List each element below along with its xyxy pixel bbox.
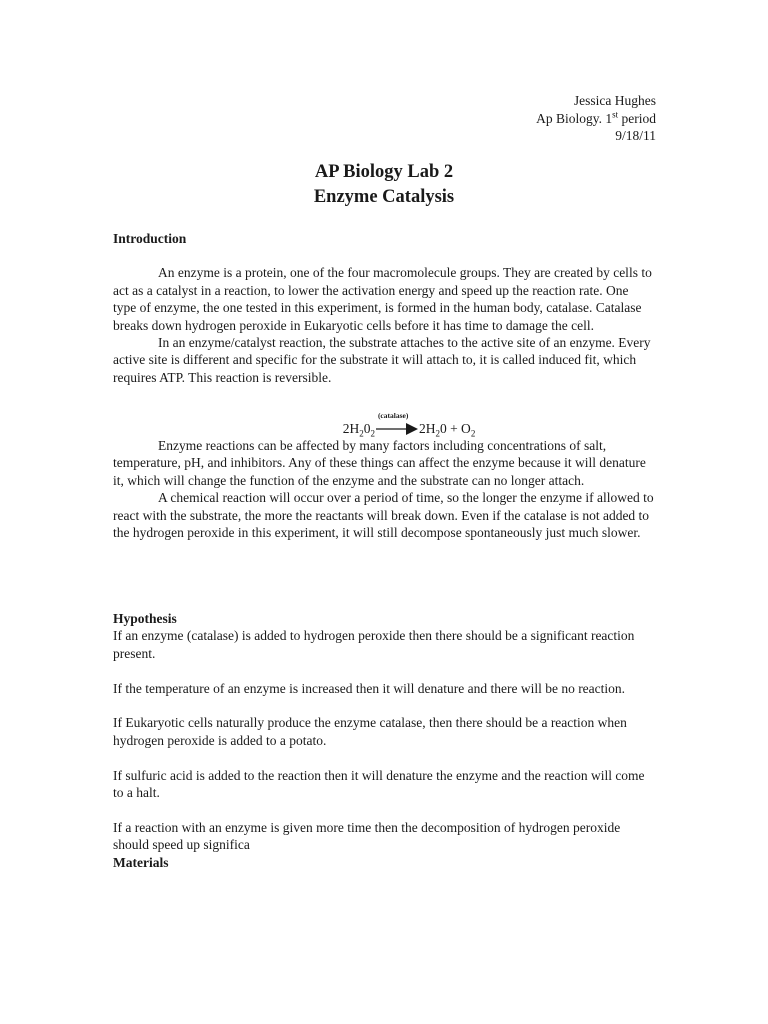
hypothesis-1: If an enzyme (catalase) is added to hydrogen peroxide then there should be a significant reaction present. — [113, 628, 635, 661]
hypothesis-2: If the temperature of an enzyme is increased then it will denature and there will be no reaction. — [113, 680, 626, 696]
author-name: Jessica Hughes — [573, 93, 656, 108]
arrow-icon — [376, 423, 418, 435]
materials-heading: Materials — [113, 854, 169, 870]
intro-paragraph-1: An enzyme is a protein, one of the four macromolecule groups. They are created by cells to act as a catalyst in a reaction, to lower the activation energy and speed up the reaction rate. One type of enzyme, the one tested in this experiment, is formed in the human body, catalase. Catalase breaks down hydrogen peroxide in Eukaryotic cells before it has time to damage the cell. — [113, 265, 652, 333]
report-date: 9/18/11 — [615, 128, 656, 143]
introduction-continued — [113, 437, 655, 541]
intro-paragraph-4: A chemical reaction will occur over a period of time, so the longer the enzyme if allowed to react with the substrate, the more the reactants will break down. Even if the catalase is not added to the hydrogen peroxide in this experiment, it will still decompose spontaneously just much slower. — [113, 490, 654, 541]
title-line-1: AP Biology Lab 2 — [314, 162, 454, 182]
hypothesis-4: If sulfuric acid is added to the reaction then it will denature the enzyme and the reaction will come to a halt. — [113, 767, 645, 801]
introduction-section — [113, 230, 655, 386]
intro-paragraph-3: Enzyme reactions can be affected by many factors including concentrations of salt, temperature, pH, and inhibitors. Any of these things can affect the enzyme because it will denature it, which will change the function of the enzyme and the substrate can no longer attach. — [113, 438, 646, 488]
reaction-equation: $2H_20_2$ (catalase) $2H_20 + O_2$ — [342, 411, 476, 439]
hypothesis-5: If a reaction with an enzyme is given more time then the decomposition of hydrogen peroxide should speed up significa — [113, 819, 621, 853]
arrow-label: (catalase) — [377, 411, 409, 420]
intro-paragraph-2: In an enzyme/catalyst reaction, the substrate attaches to the active site of an enzyme. Every active site is different and specific for the substrate it will attach to, it is called induced fit, which requires ATP. This reaction is reversible. — [113, 335, 651, 385]
introduction-heading: Introduction — [113, 231, 187, 246]
document-title — [0, 160, 768, 210]
reaction-arrow — [376, 411, 418, 435]
author-header — [536, 92, 656, 145]
hypothesis-heading: Hypothesis — [113, 611, 177, 626]
hypothesis-3: If Eukaryotic cells naturally produce the enzyme catalase, then there should be a reaction when hydrogen peroxide is added to a potato. — [113, 715, 627, 748]
class-period: Ap Biology. 1st period — [536, 109, 656, 126]
hypothesis-section — [113, 610, 655, 871]
title-line-2: Enzyme Catalysis — [313, 187, 455, 207]
